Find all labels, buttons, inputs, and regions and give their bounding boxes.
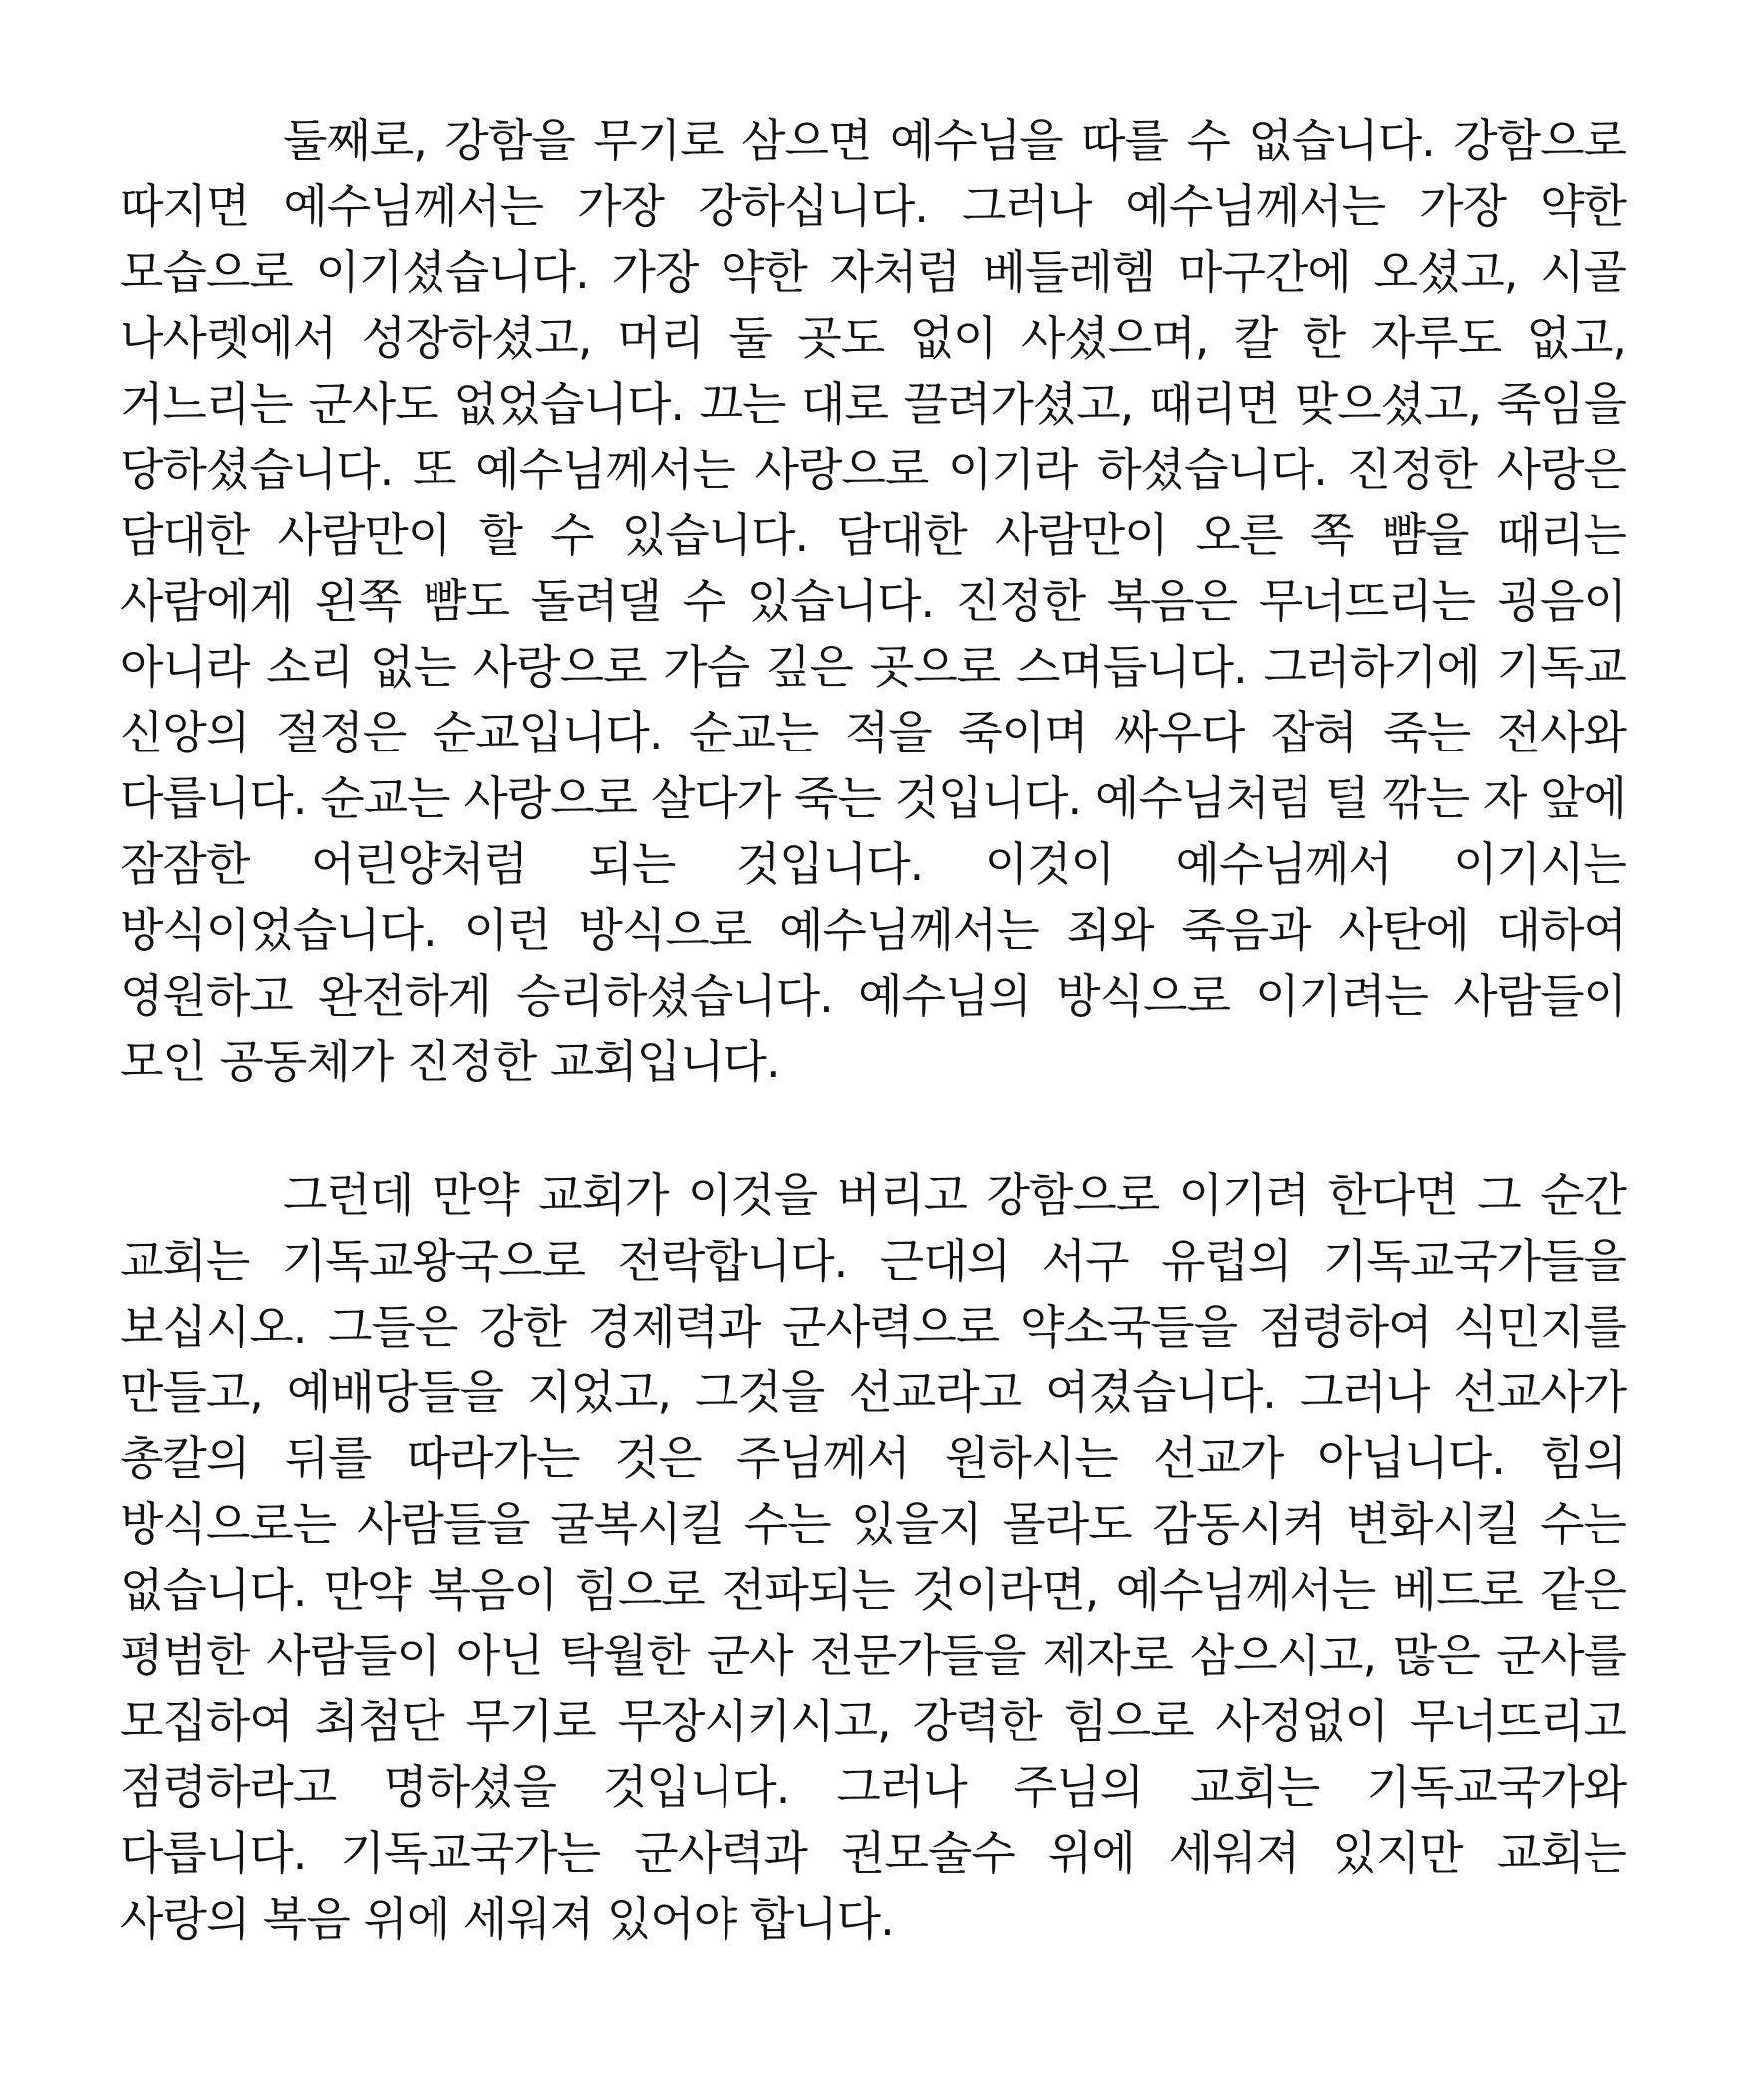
paragraph-2: 그런데 만약 교회가 이것을 버리고 강함으로 이기려 한다면 그 순간 교회는 기독교왕국으로 전락합니다. 근대의 서구 유럽의 기독교국가들을 보십시오. 그들은 강한 경제력과 군사력으로 약소국들을 점령하여 식민지를 만들고, 예배당들을 지었고, 그것을 선교라고 여겼습니다. 그러나 선교사가 총칼의 뒤를 따라가는 것은 주님께서 원하시는 선교가 아닙니다. 힘의 방식으로는 사람들을 굴복시킬 수는 있을지 몰라도 감동시켜 변화시킬 수는 없습니다. 만약 복음이 힘으로 전파되는 것이라면, 예수님께서는 베드로 같은 평범한 사람들이 아닌 탁월한 군사 전문가들을 제자로 삼으시고, 많은 군사를 모집하여 최첨단 무기로 무장시키시고, 강력한 힘으로 사정없이 무너뜨리고 점령하라고 명하셨을 것입니다. 그러나 주님의 교회는 기독교국가와 다릅니다. 기독교국가는 군사력과 권모술수 위에 세워져 있지만 교회는 사랑의 복음 위에 세워져 있어야 합니다. <box>120 1168 1626 1946</box>
document-body <box>120 108 1626 1951</box>
paragraph-1: 둘째로, 강함을 무기로 삼으면 예수님을 따를 수 없습니다. 강함으로 따지면 예수님께서는 가장 강하십니다. 그러나 예수님께서는 가장 약한 모습으로 이기셨습니다. 가장 약한 자처럼 베들레헴 마구간에 오셨고, 시골 나사렛에서 성장하셨고, 머리 둘 곳도 없이 사셨으며, 칼 한 자루도 없고, 거느리는 군사도 없었습니다. 끄는 대로 끌려가셨고, 때리면 맞으셨고, 죽임을 당하셨습니다. 또 예수님께서는 사랑으로 이기라 하셨습니다. 진정한 사랑은 담대한 사람만이 할 수 있습니다. 담대한 사람만이 오른 쪽 뺨을 때리는 사람에게 왼쪽 뺨도 돌려댈 수 있습니다. 진정한 복음은 무너뜨리는 굉음이 아니라 소리 없는 사랑으로 가슴 깊은 곳으로 스며듭니다. 그러하기에 기독교 신앙의 절정은 순교입니다. 순교는 적을 죽이며 싸우다 잡혀 죽는 전사와 다릅니다. 순교는 사랑으로 살다가 죽는 것입니다. 예수님처럼 털 깎는 자 앞에 잠잠한 어린양처럼 되는 것입니다. 이것이 예수님께서 이기시는 방식이었습니다. 이런 방식으로 예수님께서는 죄와 죽음과 사탄에 대하여 영원하고 완전하게 승리하셨습니다. 예수님의 방식으로 이기려는 사람들이 모인 공동체가 진정한 교회입니다. <box>120 114 1626 1088</box>
